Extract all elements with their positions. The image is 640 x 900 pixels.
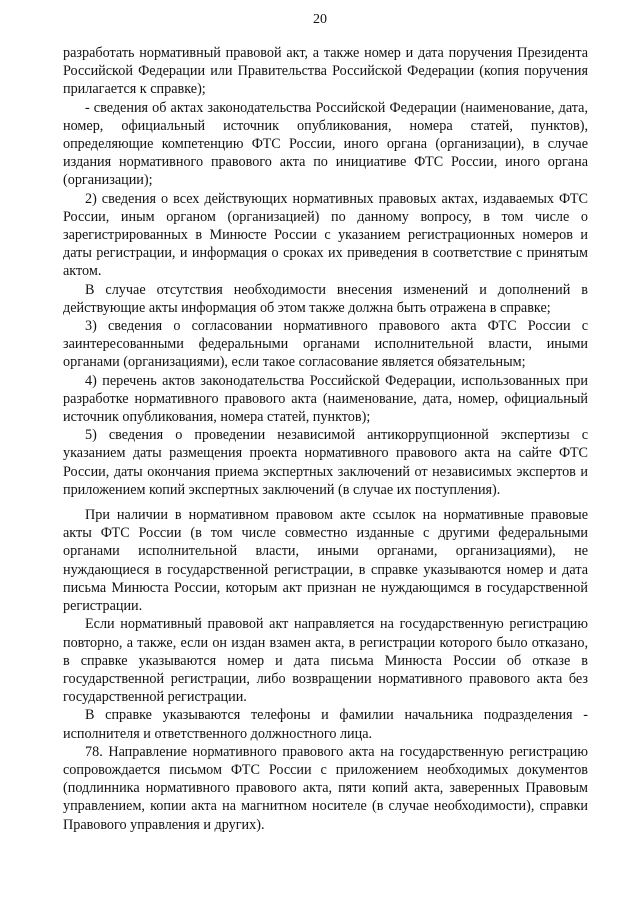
paragraph-item-78: 78. Направление нормативного правового акта на государственную регистрацию сопровождается письмом ФТС России с приложением необходимых документов (подлинника нормативного правового акта, пяти копий акта, заверенных Правовым управлением, копии акта на магнитном носителе (в случае необходимости), справки Правового управления и других). (63, 743, 588, 833)
paragraph-references: При наличии в нормативном правовом акте ссылок на нормативные правовые акты ФТС России (в том числе совместно изданные с другими федеральными органами исполнительной власти, иными органами, организациями), не нуждающиеся в государственной регистрации, в справке указываются номер и дата письма Минюста России, которым акт признан не нуждающимся в государственной регистрации. (63, 507, 588, 615)
paragraph-bullet-acts: - сведения об актах законодательства Российской Федерации (наименование, дата, номер, официальный источник опубликования, номера статей, пунктов), определяющие компетенцию ФТС России, иного органа (организации), в случае издания нормативного правового акта по инициативе ФТС России, иного органа (организации); (63, 99, 588, 189)
paragraph-item-4: 4) перечень актов законодательства Российской Федерации, использованных при разработке нормативного правового акта (наименование, дата, номер, официальный источник опубликования, номера статей, пунктов); (63, 372, 588, 426)
paragraph-continuation: разработать нормативный правовой акт, а также номер и дата поручения Президента Российской Федерации или Правительства Российской Федерации (копия поручения прилагается к справке); (63, 45, 588, 98)
paragraph-phones: В справке указываются телефоны и фамилии начальника подразделения - исполнителя и ответственного должностного лица. (63, 707, 588, 742)
paragraph-item-5: 5) сведения о проведении независимой антикоррупционной экспертизы с указанием даты размещения проекта нормативного правового акта на сайте ФТС России, даты окончания приема экспертных заключений от независимых экспертов и приложением копий экспертных заключений (в случае их поступления). (63, 427, 588, 498)
paragraph-repeat-registration: Если нормативный правовой акт направляется на государственную регистрацию повторно, а также, если он издан взамен акта, в регистрации которого было отказано, в справке указываются номер и дата письма Минюста России об отказе в государственной регистрации, либо возвращении нормативного правового акта без государственной регистрации. (63, 616, 588, 706)
paragraph-item-2: 2) сведения о всех действующих нормативных правовых актах, издаваемых ФТС России, иным органом (организацией) по данному вопросу, в том числе о зарегистрированных в Минюсте России с указанием регистрационных номеров и даты регистрации, и информация о сроках их приведения в соответствие с принятым актом. (63, 190, 588, 280)
paragraph-item-3: 3) сведения о согласовании нормативного правового акта ФТС России с заинтересованными федеральными органами исполнительной власти, иными органами (организациями), если такое согласование является обязательным; (63, 318, 588, 371)
document-body (63, 44, 588, 834)
page-number: 20 (313, 12, 327, 27)
paragraph-absence-note: В случае отсутствия необходимости внесения изменений и дополнений в действующие акты информация об этом также должна быть отражена в справке; (63, 281, 588, 316)
